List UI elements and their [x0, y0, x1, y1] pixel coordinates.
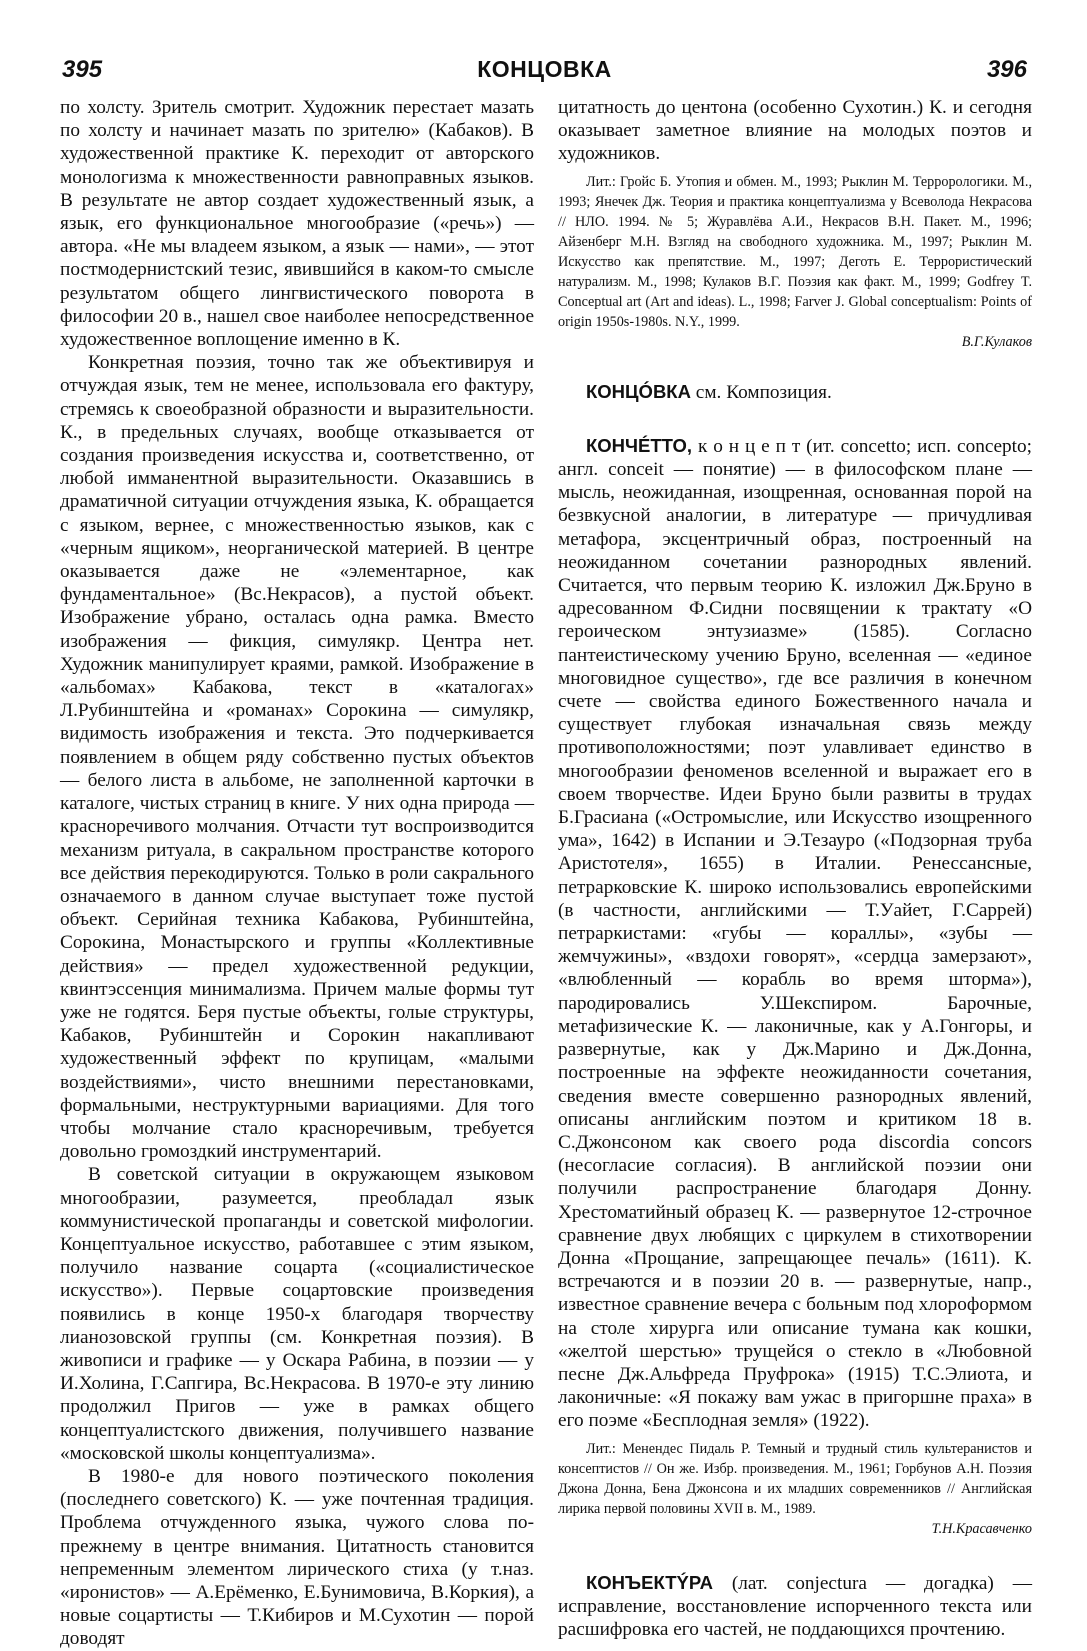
entry-konektura	[558, 1571, 1032, 1642]
entry-body: к о н ц е п т (ит. concetto; исп. concepto; англ. conceit — понятие) — в философском плане — мысль, неожиданная, изощренная, основанная порой на безвкусной аналогии, в литературе — причудливая метафора, эксцентричный образ, построенный на неожиданном сочетании разнородных явлений. Считается, что первым теорию К. изложил Дж.Бруно в адресованном Ф.Сидни посвящении к трактату «О героическом энтузиазме» (1585). Согласно пантеистическому учению Бруно, вселенная — «единое многовидное существо», где все различия в конечном счете — свойства единого Божественного начала и существует глубокая изначальная связь между противоположностями; поэт улавливает единство в многообразии феноменов вселенной и выражает его в своем творчестве. Идеи Бруно были развиты в трудах Б.Грасиана («Остромыслие, или Искусство изощренного ума», 1642) в Испании и Э.Тезауро («Подзорная труба Аристотеля», 1655) в Италии. Ренессансные, петрарковские К. широко использовались европейскими (в частности, английскими — Т.Уайет, Г.Саррей) петраркистами: «губы — кораллы», «зубы — жемчужины», «вздохи говорят», «сердца замерзают», «влюбленный — корабль во время шторма»), пародировались У.Шекспиром. Барочные, метафизические К. — лаконичные, как у А.Гонгоры, и развернутые, как у Дж.Марино и Дж.Донна, построенные на эффекте неожиданности сочетания, сведения вместе совершенно разнородных явлений, описаны английским поэтом и критиком 18 в. С.Джонсоном как своего рода discordia concors (несогласие согласия). В английской поэзии они получили распространение благодаря Донну. Хрестоматийный образец К. — развернутое 12-строчное сравнение двух любящих с циркулем в стихотворении Донна «Прощание, запрещающее печаль» (1611). К. встречаются и в поэзии 20 в. — развернутые, напр., известное сравнение вечера с больным под хлороформом на столе хирурга или описание тумана как кошки, «желтой шерстью» трущейся о стекло в «Любовной песне Дж.Альфреда Пруфрока» (1915) Т.С.Элиота, и лаконичные: «Я покажу вам ужас в пригоршне праха» в его поэме «Бесплодная земля» (1922).	[558, 435, 1032, 1432]
author-signature: В.Г.Кулаков	[961, 333, 1032, 350]
entry-headword: КОНЦÓВКА	[586, 380, 691, 402]
paragraph: Конкретная поэзия, точно так же объективируя и отчуждая язык, тем не менее, использовала его фактуру, стремясь к своеобразной образности и выразительности. К., в предельных случаях, вообще отказывается от создания произведения искусства и, соответственно, от любой имманентной выразительности. Оказавшись в драматичной ситуации отчуждения языка, К. обращается с языком, вернее, с множественностью языков, как с «черным ящиком», неорганической материей. В центре оказывается даже не «элементарное, как фундаментальное» (Вс.Некрасов), а пустой объект. Изображение убрано, осталась одна рамка. Вместо изображения — фикция, симулякр. Центра нет. Художник манипулирует краями, рамкой. Изображение в «альбомах» Кабакова, текст в «каталогах» Л.Рубинштейна и «романах» Сорокина — симулякр, видимость изображения и текста. Это подчеркивается появлением в общем ряду собственно пустых объектов — белого листа в альбоме, не заполненной карточки в каталоге, чистых страниц в книге. У них одна природа — красноречивого молчания. Отчасти тут воспроизводится механизм ритуала, в сакральном пространстве которого все действия перекодируются. Только в роли сакрального означаемого в данном случае выступает тоже пустой объект. Серийная техника Кабакова, Рубинштейна, Сорокина, Монастырского и группы «Коллективные действия» — предел художественной редукции, квинтэссенция минимализма. Причем малые формы тут уже не годятся. Беря пустые объекты, голые структуры, Кабаков, Рубинштейн и Сорокин накапливают художественный эффект по крупицам, «малыми воздействиями», чисто внешними перестановками, формальными, неструктурными вариациями. Для того чтобы молчание стало красноречивым, требуется довольно громоздкий инструментарий.	[60, 352, 534, 1163]
bibliography: Лит.: Менендес Пидаль Р. Темный и трудный стиль культеранистов и консептистов // Он же. Избр. произведения. М., 1961; Горбунов А.Н. Поэзия Джона Донна, Бена Джонсона и их младших современников // Английская лирика первой половины XVII в. М., 1989.	[558, 1440, 1032, 1517]
entry-body: (лат. conjectura — догадка) — исправление, восстановление испорченного текста или расшифровка его частей, не поддающихся прочтению.	[558, 1572, 1032, 1640]
right-column	[558, 96, 1032, 1641]
entry-body: см. Композиция.	[690, 381, 832, 403]
paragraph: В советской ситуации в окружающем языковом многообразии, разумеется, преобладал язык коммунистической пропаганды и советской мифологии. Концептуальное искусство, работавшее с этим языком, получило название соцарта («социалистическое искусство»). Первые соцартовские произведения появились в конце 1950-х благодаря творчеству лианозовской группы (см. Конкретная поэзия). В живописи и графике — у Оскара Рабина, в поэзии — у И.Холина, Г.Сапгира, Вс.Некрасова. В 1970-е эту линию продолжил Пригов — уже в рамках общего концептуалистского движения, получившего название «московской школы концептуализма».	[60, 1164, 534, 1464]
page-number-left: 395	[62, 56, 103, 83]
paragraph: цитатность до центона (особенно Сухотин.) К. и сегодня оказывает заметное влияние на молодых поэтов и художников.	[558, 97, 1032, 165]
paragraph: по холсту. Зритель смотрит. Художник перестает мазать по холсту и начинает мазать по зрителю» (Кабаков). В художественной практике К. переходит от авторского монологизма к множественности равноправных языков. В результате не автор создает художественный язык, а язык, его функциональное многообразие («речь») — автора. «Не мы владеем языком, а язык — нами», — этот постмодернистский тезис, явившийся в каком-то смысле результатом общего лингвистического поворота в философии 20 в., нашел свое наиболее непосредственное художественное воплощение именно в К.	[60, 97, 534, 351]
running-title: КОНЦОВКА	[477, 56, 612, 82]
entry-koncovka	[558, 380, 1032, 404]
left-column	[60, 96, 534, 1651]
paragraph: В 1980-е для нового поэтического поколения (последнего советского) К. — уже почтенная традиция. Проблема отчужденного языка, чужого слова по-прежнему в центре внимания. Цитатность становится непременным элементом лирического стиха (у т.наз. «иронистов» — А.Ерёменко, Е.Бунимовича, В.Коркия), а новые соцартисты — Т.Кибиров и М.Сухотин — порой доводят	[60, 1465, 534, 1650]
entry-headword: КОНЪЕКТÝРА	[586, 1571, 713, 1593]
page-number-right: 396	[986, 56, 1027, 83]
bibliography: Лит.: Гройс Б. Утопия и обмен. М., 1993; Рыклин М. Террорологики. М., 1993; Янечек Дж. Теория и практика концептуализма у Всеволода Некрасова // НЛО. 1994. № 5; Журавлёва А.И., Некрасов В.Н. Пакет. М., 1996; Айзенберг М.Н. Взгляд на свободного художника. М., 1997; Рыклин М. Искусство как препятствие. М., 1997; Деготь Е. Террористический натурализм. М., 1998; Кулаков В.Г. Поэзия как факт. М., 1999; Godfrey T. Conceptual art (Art and ideas). L., 1998; Farver J. Global conceptualism: Points of origin 1950s-1980s. N.Y., 1999.	[558, 173, 1032, 330]
author-signature: Т.Н.Красавченко	[931, 1520, 1032, 1537]
entry-koncetto	[558, 434, 1032, 1433]
entry-headword: КОНЧÉТТО,	[586, 434, 693, 456]
page-header	[62, 56, 1027, 92]
